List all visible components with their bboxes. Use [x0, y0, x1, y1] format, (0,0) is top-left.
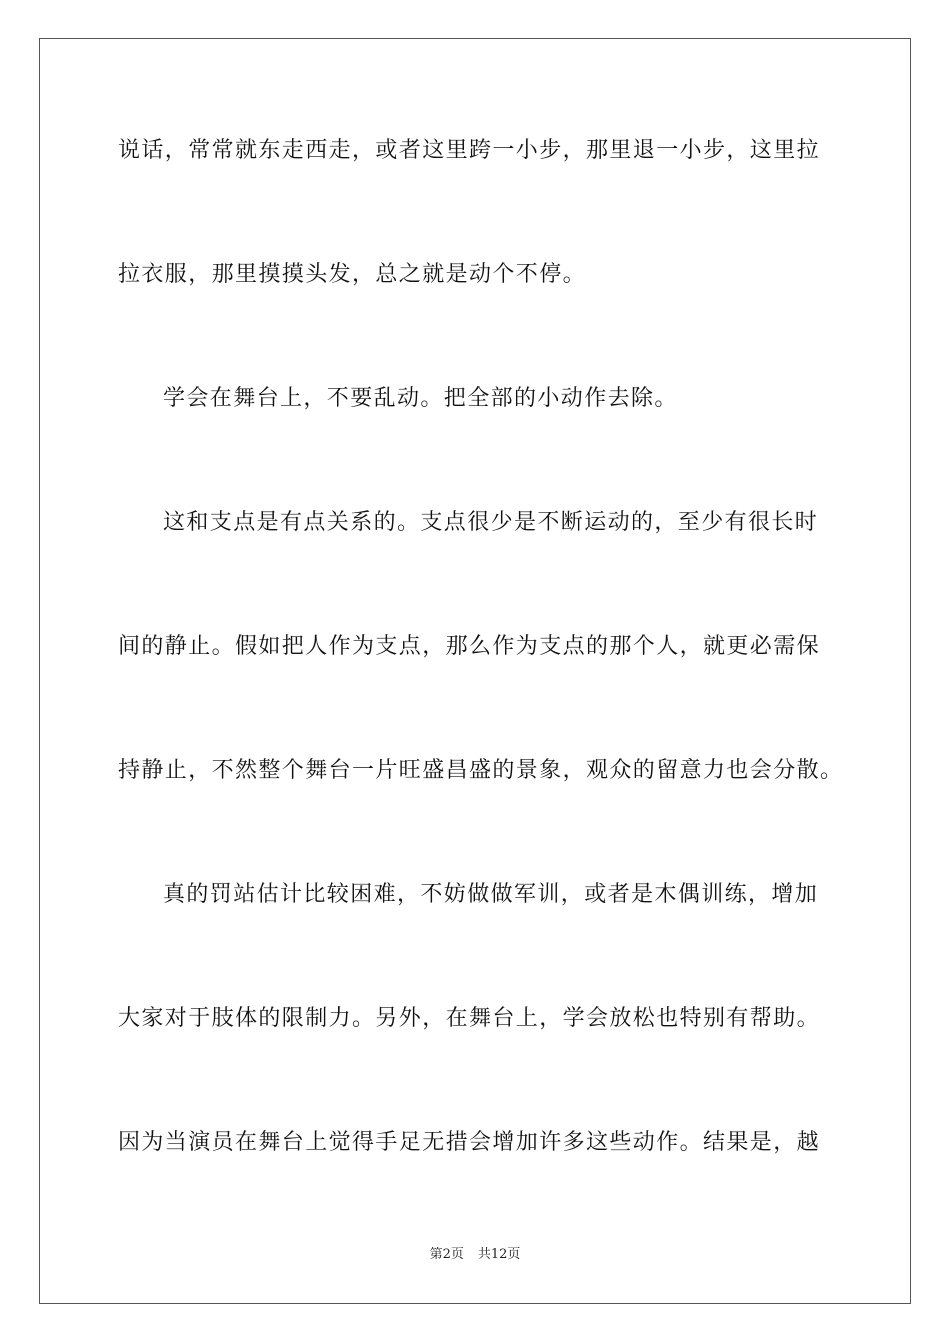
page-footer: [0, 1246, 950, 1264]
text-line: 这和支点是有点关系的。支点很少是不断运动的，至少有很长时: [163, 510, 819, 535]
text-line: 真的罚站估计比较困难，不妨做做军训，或者是木偶训练，增加: [163, 882, 819, 907]
text-line: 大家对于肢体的限制力。另外，在舞台上，学会放松也特别有帮助。: [118, 1006, 821, 1031]
text-line: 因为当演员在舞台上觉得手足无措会增加许多这些动作。结果是，越: [118, 1130, 821, 1155]
page-total: 共12页: [477, 1247, 521, 1262]
text-line: 间的静止。假如把人作为支点，那么作为支点的那个人，就更必需保: [118, 634, 821, 659]
page-number: 第2页: [429, 1247, 464, 1262]
text-line: 持静止，不然整个舞台一片旺盛昌盛的景象，观众的留意力也会分散。: [118, 758, 844, 783]
text-line: 说话，常常就东走西走，或者这里跨一小步，那里退一小步，这里拉: [118, 138, 821, 163]
page-frame: [39, 38, 911, 1304]
text-line: 学会在舞台上，不要乱动。把全部的小动作去除。: [163, 386, 678, 411]
text-line: 拉衣服，那里摸摸头发，总之就是动个不停。: [118, 262, 587, 287]
